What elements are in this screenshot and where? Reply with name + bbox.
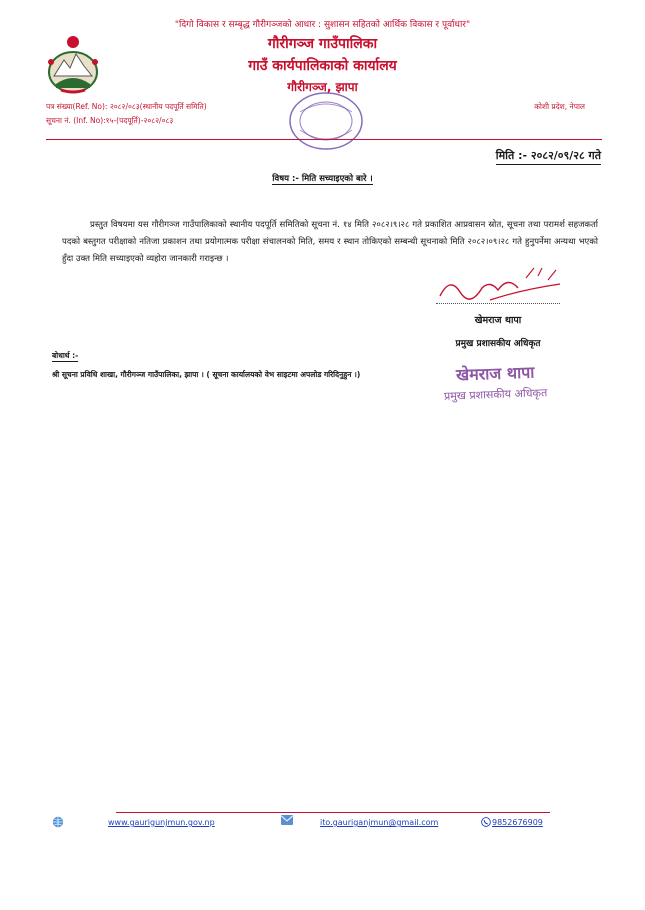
header-divider — [46, 139, 602, 140]
signatory-title: प्रमुख प्रशासकीय अधिकृत — [455, 339, 541, 349]
website-link[interactable]: www.gaurigunjmun.gov.np — [108, 818, 215, 827]
province-label: कोशी प्रदेश, नेपाल — [534, 102, 585, 111]
email-icon — [280, 814, 294, 826]
phone-number[interactable]: 9852676909 — [492, 818, 543, 827]
globe-icon — [52, 816, 64, 828]
stamp-title: प्रमुख प्रशासकीय अधिकृत — [443, 386, 548, 403]
office-name: गाउँ कार्यपालिकाको कार्यालय — [248, 58, 397, 74]
cc-recipient: श्री सूचना प्रविधि शाखा, गौरीगञ्ज गाउँपालिका, झापा । ( सूचना कार्यालयको वेभ साइटमा अपलोड गरिदिनुहुन ।) — [52, 370, 361, 379]
cc-heading: बोधार्थ :- — [52, 351, 79, 360]
signatory-name: खेमराज थापा — [474, 315, 522, 326]
letter-body: प्रस्तुत विषयमा यस गौरीगञ्ज गाउँपालिकाको स्थानीय पदपूर्ति समितिको सूचना नं. १४ मिति २०८२।९।२८ गते प्रकाशित आप्रवासन स्रोत, सूचना तथा परामर्श सहजकर्ता पदको बस्तुगत परीक्षाको नतिजा प्रकाशन तथा प्रयोगात्मक परीक्षा संचालनको मिति, समय र स्थान तोकिएको सम्बन्धी सूचनाको मिति २०८२।०९।२८ गते हुनुपर्नेमा अन्यथा भएको हुँदा उक्त मिति सच्याइएको व्यहोरा जानकारी गराइन्छ । — [62, 220, 598, 264]
org-name: गौरीगञ्ज गाउँपालिका — [267, 36, 378, 52]
handwritten-signature-icon — [430, 266, 570, 306]
office-location: गौरीगञ्ज, झापा — [287, 80, 358, 94]
office-seal-icon — [286, 90, 366, 152]
phone-icon — [481, 817, 491, 827]
header-motto: "दिगो विकास र सम्बृद्ध गौरीगञ्जको आधार : सुशासन सहितको आर्थिक विकास र पूर्वाधार" — [174, 20, 471, 30]
ref-number: पत्र संख्या(Ref. No): २०८२/०८३(स्थानीय पदपूर्ति समिति) — [46, 102, 207, 111]
letter-subject — [0, 173, 645, 184]
letter-date: मिति :- २०८२/०९/२८ गते — [496, 148, 601, 165]
stamp-name: खेमराज थापा — [455, 362, 535, 385]
subject-text: विषय :- मिति सच्याइएको बारे । — [272, 174, 373, 184]
inf-number: सूचना नं. (Inf. No):१५-(पदपूर्ति)-२०८२/०८३ — [46, 116, 174, 125]
footer-divider — [116, 812, 550, 813]
signature-line — [436, 303, 560, 304]
email-link[interactable]: ito.gauriganjmun@gmail.com — [320, 818, 439, 827]
